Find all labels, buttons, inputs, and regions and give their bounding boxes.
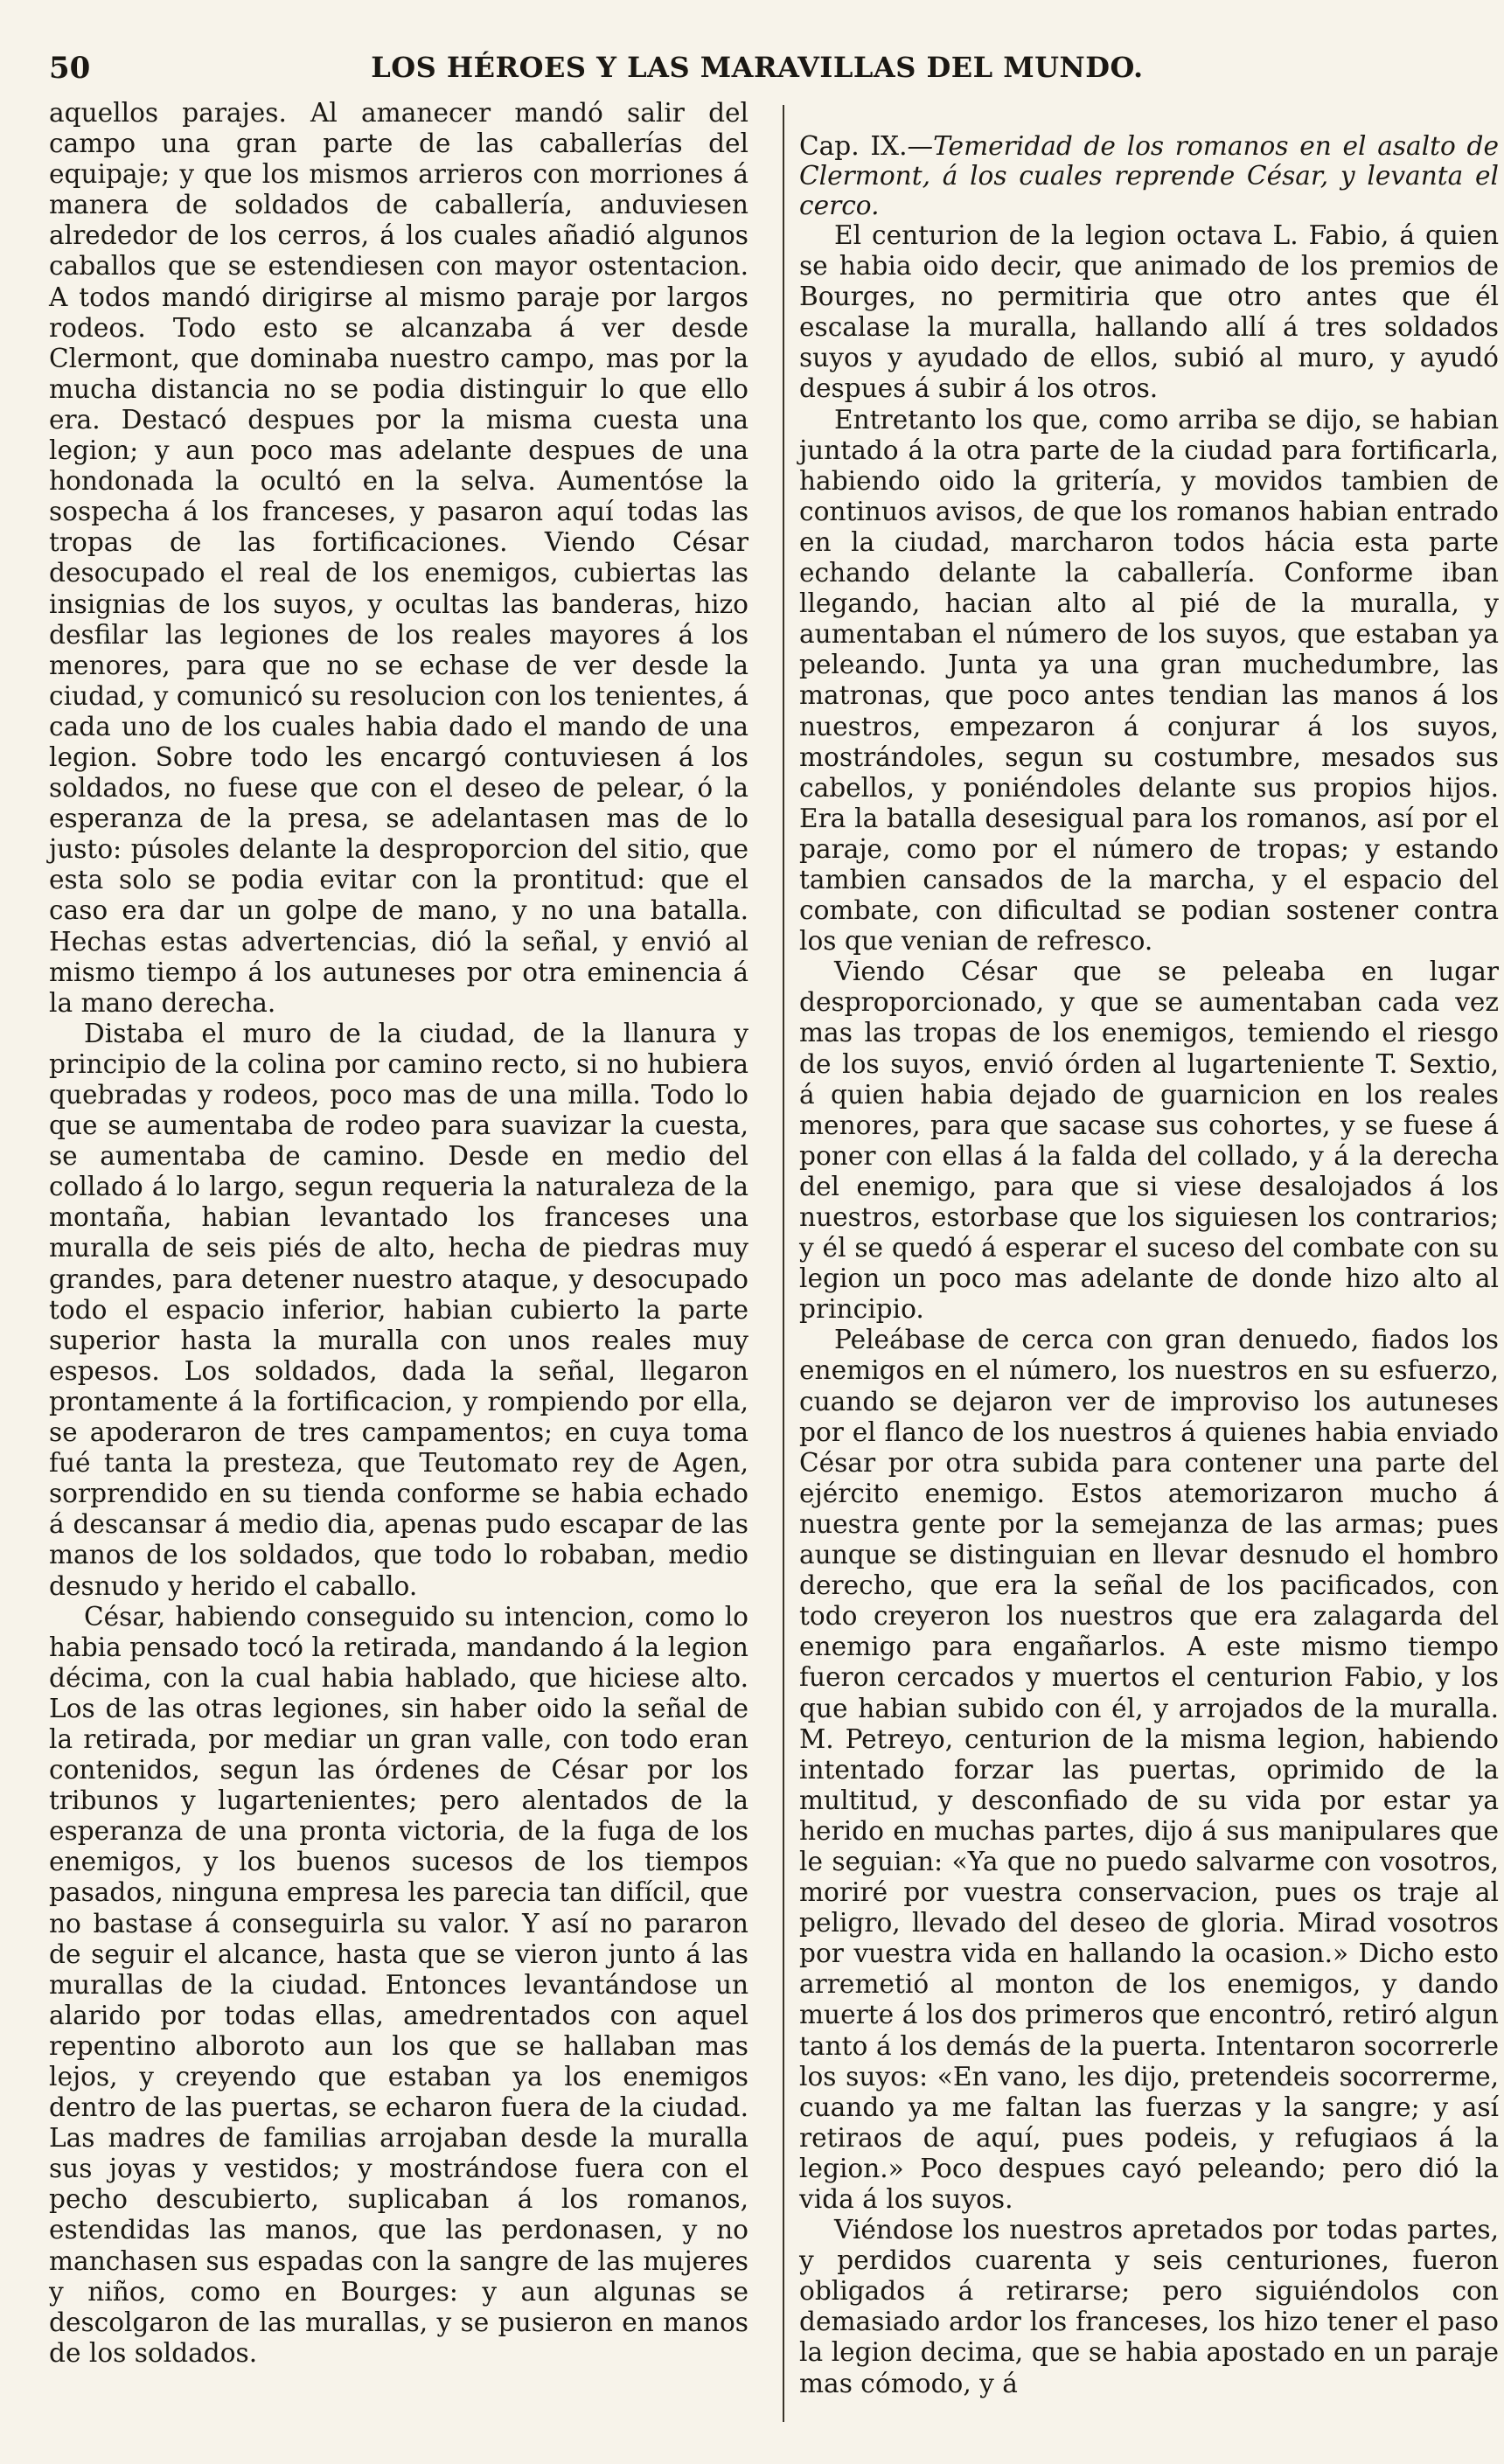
- paragraph: El centurion de la legion octava L. Fabio, á quien se habia oido decir, que animado de los premios de Bourges, no permitiria que otro antes que él escalase la muralla, hallando allí á tres soldados suyos y ayudado de ellos, subió al muro, y ayudó despues á subir á los otros.: [799, 220, 1499, 404]
- chapter-title: —Temeridad de los romanos en el asalto de Clermont, á los cuales reprende César, y levanta el cerco.: [799, 131, 1499, 220]
- column-divider: [783, 105, 784, 2422]
- paragraph: César, habiendo conseguido su intencion, como lo habia pensado tocó la retirada, mandando á la legion décima, con la cual habia hablado, que hiciese alto. Los de las otras legiones, sin haber oido la señal de la retirada, por mediar un gran valle, con todo eran contenidos, segun las órdenes de César por los tribunos y lugartenientes; pero alentados de la esperanza de una pronta victoria, de la fuga de los enemigos, y los buenos sucesos de los tiempos pasados, ninguna empresa les parecia tan difícil, que no bastase á conseguirla su valor. Y así no pararon de seguir el alcance, hasta que se vieron junto á las murallas de la ciudad. Entonces levantándose un alarido por todas ellas, amedrentados con aquel repentino alboroto aun los que se hallaban mas lejos, y creyendo que estaban ya los enemigos dentro de las puertas, se echaron fuera de la ciudad. Las madres de familias arrojaban desde la muralla sus joyas y vestidos; y mostrándose fuera con el pecho descubierto, suplicaban á los romanos, estendidas las manos, que las perdonasen, y no manchasen sus espadas con la sangre de las mujeres y niños, como en Bourges: y aun algunas se descolgaron de las murallas, y se pusieron en manos de los soldados.: [49, 1601, 749, 2368]
- running-title: LOS HÉROES Y LAS MARAVILLAS DEL MUNDO.: [371, 51, 1144, 84]
- paragraph: Entretanto los que, como arriba se dijo, se habian juntado á la otra parte de la ciudad para fortificarla, habiendo oido la gritería, y movidos tambien de continuos avisos, de que los romanos habian entrado en la ciudad, marcharon todos hácia esta parte echando delante la caballería. Conforme iban llegando, hacian alto al pié de la muralla, y aumentaban el número de los suyos, que estaban ya peleando. Junta ya una gran muchedumbre, las matronas, que poco antes tendian las manos á los nuestros, empezaron á conjurar á los suyos, mostrándoles, segun su costumbre, mesados sus cabellos, y poniéndoles delante sus propios hijos. Era la batalla desesigual para los romanos, así por el paraje, como por el número de tropas; y estando tambien cansados de la marcha, y el espacio del combate, con dificultad se podian sostener contra los que venian de refresco.: [799, 404, 1499, 957]
- paragraph: Viéndose los nuestros apretados por todas partes, y perdidos cuarenta y seis centuriones, fueron obligados á retirarse; pero siguiéndolos con demasiado ardor los franceses, los hizo tener el paso la legion decima, que se habia apostado en un paraje mas cómodo, y á: [799, 2215, 1499, 2398]
- right-column: [799, 131, 1499, 2399]
- page-number: 50: [49, 51, 91, 86]
- chapter-heading: [799, 131, 1499, 220]
- paragraph: Viendo César que se peleaba en lugar desproporcionado, y que se aumentaban cada vez mas las tropas de los enemigos, temiendo el riesgo de los suyos, envió órden al lugarteniente T. Sextio, á quien habia dejado de guarnicion en los reales menores, para que sacase sus cohortes, y se fuese á poner con ellas á la falda del collado, y á la derecha del enemigo, para que si viese desalojados á los nuestros, estorbase que los siguiesen los contrarios; y él se quedó á esperar el suceso del combate con su legion un poco mas adelante de donde hizo alto al principio.: [799, 957, 1499, 1325]
- paragraph: Peleábase de cerca con gran denuedo, fiados los enemigos en el número, los nuestros en su esfuerzo, cuando se dejaron ver de improviso los autuneses por el flanco de los nuestros á quienes habia enviado César por otra subida para contener una parte del ejército enemigo. Estos atemorizaron mucho á nuestra gente por la semejanza de las armas; pues aunque se distinguian en llevar desnudo el hombro derecho, que era la señal de los pacificados, con todo creyeron los nuestros que era zalagarda del enemigo para engañarlos. A este mismo tiempo fueron cercados y muertos el centurion Fabio, y los que habian subido con él, y arrojados de la muralla. M. Petreyo, centurion de la misma legion, habiendo intentado forzar las puertas, oprimido de la multitud, y desconfiado de su vida por estar ya herido en muchas partes, dijo á sus manipulares que le seguian: «Ya que no puedo salvarme con vosotros, moriré por vuestra conservacion, pues os traje al peligro, llevado del deseo de gloria. Mirad vosotros por vuestra vida en hallando la ocasion.» Dicho esto arremetió al monton de los enemigos, y dando muerte á los dos primeros que encontró, retiró algun tanto á los demás de la puerta. Intentaron socorrerle los suyos: «En vano, les dijo, pretendeis socorrerme, cuando ya me faltan las fuerzas y la sangre; y así retiraos de aquí, pues podeis, y refugiaos á la legion.» Poco despues cayó peleando; pero dió la vida á los suyos.: [799, 1325, 1499, 2214]
- chapter-label: Cap. IX.: [799, 131, 908, 161]
- page-header: [49, 51, 1466, 89]
- left-column: [49, 98, 749, 2369]
- paragraph: Distaba el muro de la ciudad, de la llanura y principio de la colina por camino recto, si no hubiera quebradas y rodeos, poco mas de una milla. Todo lo que se aumentaba de rodeo para suavizar la cuesta, se aumentaba de camino. Desde en medio del collado á lo largo, segun requeria la naturaleza de la montaña, habian levantado los franceses una muralla de seis piés de alto, hecha de piedras muy grandes, para detener nuestro ataque, y desocupado todo el espacio inferior, habian cubierto la parte superior hasta la muralla con unos reales muy espesos. Los soldados, dada la señal, llegaron prontamente á la fortificacion, y rompiendo por ella, se apoderaron de tres campamentos; en cuya toma fué tanta la presteza, que Teutomato rey de Agen, sorprendido en su tienda conforme se habia echado á descansar á medio dia, apenas pudo escapar de las manos de los soldados, que todo lo robaban, medio desnudo y herido el caballo.: [49, 1018, 749, 1601]
- paragraph: aquellos parajes. Al amanecer mandó salir del campo una gran parte de las caballerías del equipaje; y que los mismos arrieros con morriones á manera de soldados de caballería, anduviesen alrededor de los cerros, á los cuales añadió algunos caballos que se estendiesen con mayor ostentacion. A todos mandó dirigirse al mismo paraje por largos rodeos. Todo esto se alcanzaba á ver desde Clermont, que dominaba nuestro campo, mas por la mucha distancia no se podia distinguir lo que ello era. Destacó despues por la misma cuesta una legion; y aun poco mas adelante despues de una hondonada la ocultó en la selva. Aumentóse la sospecha á los franceses, y pasaron aquí todas las tropas de las fortificaciones. Viendo César desocupado el real de los enemigos, cubiertas las insignias de los suyos, y ocultas las banderas, hizo desfilar las legiones de los reales mayores á los menores, para que no se echase de ver desde la ciudad, y comunicó su resolucion con los tenientes, á cada uno de los cuales habia dado el mando de una legion. Sobre todo les encargó contuviesen á los soldados, no fuese que con el deseo de pelear, ó la esperanza de la presa, se adelantasen mas de lo justo: púsoles delante la desproporcion del sitio, que esta solo se podia evitar con la prontitud: que el caso era dar un golpe de mano, y no una batalla. Hechas estas advertencias, dió la señal, y envió al mismo tiempo á los autuneses por otra eminencia á la mano derecha.: [49, 98, 749, 1018]
